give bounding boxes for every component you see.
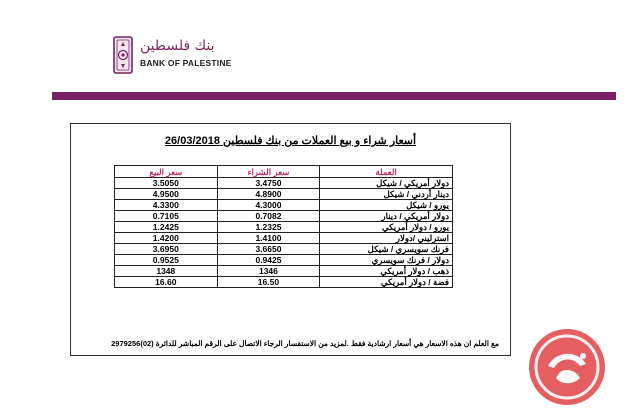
bank-name-arabic: بنك فلسطين [140,38,215,54]
table-row [115,266,453,277]
sell-rate: 3.6950 [115,244,218,255]
table-row [115,200,453,211]
currency-pair: يورو / شيكل [320,200,453,211]
buy-rate: 0.7082 [217,211,320,222]
table-row [115,244,453,255]
currency-pair: ذهب / دولار أمريكي [320,266,453,277]
sell-rate: 3.5050 [115,178,218,189]
header-currency: العملة [320,166,453,178]
table-row [115,277,453,288]
table-row [115,233,453,244]
currency-pair: دينار أردني / شيكل [320,189,453,200]
currency-pair: فرنك سويسري / شيكل [320,244,453,255]
bank-seal-icon [112,36,134,74]
buy-rate: 4.3000 [217,200,320,211]
sell-rate: 1348 [115,266,218,277]
brand-divider [52,92,616,100]
currency-pair: يورو / دولار أمريكي [320,222,453,233]
table-row [115,178,453,189]
sell-rate: 0.7105 [115,211,218,222]
table-row [115,211,453,222]
sell-rate: 4.3300 [115,200,218,211]
table-header-row [115,166,453,178]
sell-rate: 1.2425 [115,222,218,233]
rates-title: أسعار شراء و بيع العملات من بنك فلسطين 26/03/2018 [164,135,417,147]
news-agency-stamp-icon [526,326,608,408]
buy-rate: 4.8900 [217,189,320,200]
sell-rate: 16.60 [115,277,218,288]
currency-pair: فضة / دولار أمريكي [320,277,453,288]
exchange-rates-panel [70,123,511,356]
sell-rate: 4.9500 [115,189,218,200]
bank-logo [112,36,232,76]
currency-pair: دولار / فرنك سويسري [320,255,453,266]
buy-rate: 3.6650 [217,244,320,255]
header-buy: سعر الشراء [217,166,320,178]
table-row [115,255,453,266]
buy-rate: 1.2325 [217,222,320,233]
sell-rate: 0.9525 [115,255,218,266]
buy-rate: 16.50 [217,277,320,288]
buy-rate: 3.4750 [217,178,320,189]
buy-rate: 1.4100 [217,233,320,244]
exchange-rates-table [114,165,453,288]
table-row [115,222,453,233]
currency-pair: استرليني /دولار [320,233,453,244]
buy-rate: 0.9425 [217,255,320,266]
disclaimer-note: مع العلم ان هذه الاسعار هي أسعار ارشادية فقط .لمزيد من الاستفسار الرجاء الاتصال على الرقم المباشر للدائرة (02)2979256 [111,339,499,348]
currency-pair: دولار أمريكي / دينار [320,211,453,222]
header-sell: سعر البيع [115,166,218,178]
currency-pair: دولار أمريكي / شيكل [320,178,453,189]
buy-rate: 1346 [217,266,320,277]
bank-name-english: BANK OF PALESTINE [140,58,232,68]
sell-rate: 1.4200 [115,233,218,244]
table-row [115,189,453,200]
